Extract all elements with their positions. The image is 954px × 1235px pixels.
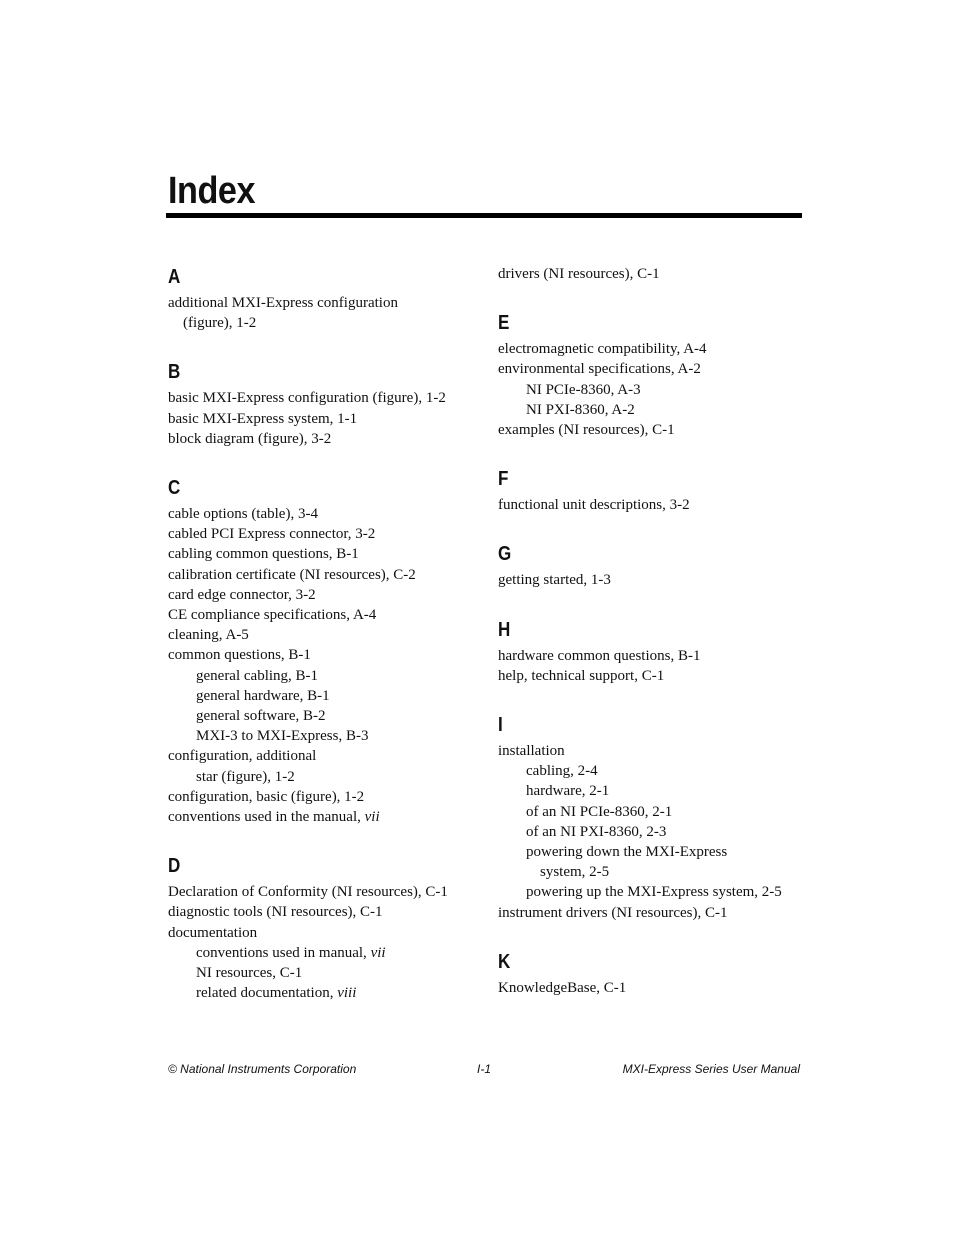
index-entry-text: NI resources, C-1 (196, 965, 303, 982)
index-entry-page-ref: vii (370, 944, 386, 961)
index-entry (168, 787, 468, 807)
index-entry (168, 544, 468, 564)
index-column-left (168, 264, 468, 1029)
index-entry (168, 605, 468, 625)
index-entry-text: of an NI PXI-8360, 2-3 (526, 823, 667, 840)
index-entry (168, 565, 468, 585)
index-subentry (498, 882, 798, 902)
index-entry-text: (figure), 1-2 (183, 315, 257, 332)
index-section-e (498, 310, 798, 440)
index-entry (498, 666, 798, 686)
index-section-f (498, 466, 798, 515)
index-entry (168, 409, 468, 429)
index-entry (498, 420, 798, 440)
index-entry (498, 359, 798, 379)
index-entry-text: hardware common questions, B-1 (498, 647, 701, 664)
index-subentry (168, 666, 468, 686)
index-entry-text: configuration, additional (168, 748, 317, 765)
title-rule (166, 213, 802, 218)
index-entry-text: system, 2-5 (540, 864, 610, 881)
index-entry-text: NI PCIe-8360, A-3 (526, 381, 641, 398)
index-entry-text: instrument drivers (NI resources), C-1 (498, 904, 728, 921)
index-letter-heading: G (498, 543, 512, 566)
index-subentry (498, 400, 798, 420)
index-entry (168, 585, 468, 605)
index-letter-heading: K (498, 950, 511, 973)
index-entry-text: of an NI PCIe-8360, 2-1 (526, 803, 673, 820)
index-entry (168, 625, 468, 645)
index-entry (498, 646, 798, 666)
index-entry-text: related documentation, (196, 985, 338, 1002)
index-section-g (498, 541, 798, 590)
index-entry (168, 807, 468, 827)
index-subentry (168, 706, 468, 726)
index-subentry (498, 822, 798, 842)
index-subentry (168, 943, 468, 963)
index-letter-heading: B (168, 361, 181, 384)
index-entry-text: star (figure), 1-2 (196, 768, 295, 785)
index-entry-text: cleaning, A-5 (168, 627, 249, 644)
index-letter-heading: D (168, 855, 181, 878)
index-entry-text: configuration, basic (figure), 1-2 (168, 788, 365, 805)
index-letter-heading: E (498, 312, 510, 335)
index-entry-page-ref: vii (364, 809, 380, 826)
index-section-b (168, 359, 468, 449)
footer-copyright: © National Instruments Corporation (168, 1062, 357, 1076)
index-letter-heading: C (168, 477, 181, 500)
index-subentry (498, 842, 798, 862)
index-entry (498, 264, 798, 284)
index-section-d (168, 853, 468, 1003)
index-entry (168, 746, 468, 766)
index-entry-text: hardware, 2-1 (526, 783, 610, 800)
index-entry (168, 293, 468, 313)
index-subentry (498, 802, 798, 822)
index-letter-heading: H (498, 618, 511, 641)
index-subentry (168, 767, 468, 787)
index-subentry (168, 726, 468, 746)
index-subentry (168, 983, 468, 1003)
index-entry (498, 741, 798, 761)
index-section-k (498, 949, 798, 998)
index-entry (168, 504, 468, 524)
index-subentry (498, 380, 798, 400)
index-entry-text: KnowledgeBase, C-1 (498, 979, 627, 996)
index-subentry (498, 862, 798, 882)
page-title: Index (168, 170, 256, 212)
index-entry-text: CE compliance specifications, A-4 (168, 607, 377, 624)
index-letter-heading: I (498, 714, 503, 737)
index-entry (498, 978, 798, 998)
index-entry (498, 495, 798, 515)
index-entry-text: electromagnetic compatibility, A-4 (498, 341, 707, 358)
index-entry (498, 339, 798, 359)
index-entry (168, 923, 468, 943)
index-entry-page-ref: viii (337, 985, 357, 1002)
index-subentry (498, 781, 798, 801)
index-section-h (498, 617, 798, 686)
index-entry-text: help, technical support, C-1 (498, 667, 665, 684)
index-entry-text: additional MXI-Express configuration (168, 295, 398, 311)
index-entry (168, 645, 468, 665)
index-entry (168, 524, 468, 544)
index-entry-text: general software, B-2 (196, 708, 326, 725)
index-entry-text: NI PXI-8360, A-2 (526, 401, 635, 418)
index-entry-text: card edge connector, 3-2 (168, 586, 316, 603)
index-entry (498, 570, 798, 590)
index-entry-text: basic MXI-Express system, 1-1 (168, 410, 358, 427)
index-entry-text: cabling common questions, B-1 (168, 546, 359, 563)
index-section-c (168, 475, 468, 827)
index-column-right (498, 264, 798, 1024)
index-entry-text: environmental specifications, A-2 (498, 361, 701, 378)
index-section-i (498, 712, 798, 923)
index-subentry (498, 761, 798, 781)
index-entry-text: cabled PCI Express connector, 3-2 (168, 526, 376, 543)
index-subentry (168, 686, 468, 706)
index-entry-text: diagnostic tools (NI resources), C-1 (168, 904, 383, 921)
index-entry (168, 882, 468, 902)
index-entry-text: block diagram (figure), 3-2 (168, 430, 332, 447)
index-entry-text: examples (NI resources), C-1 (498, 422, 675, 439)
index-entry-text: Declaration of Conformity (NI resources), C-1 (168, 884, 448, 901)
index-entry-text: powering down the MXI-Express (526, 844, 728, 861)
index-entry-text: installation (498, 743, 565, 760)
index-letter-heading: A (168, 266, 181, 288)
index-entry (168, 313, 468, 333)
index-entry-text: general hardware, B-1 (196, 687, 330, 704)
footer-manual-title: MXI-Express Series User Manual (622, 1062, 800, 1076)
index-entry-text: getting started, 1-3 (498, 572, 611, 589)
index-entry-text: common questions, B-1 (168, 647, 311, 664)
index-entry-text: basic MXI-Express configuration (figure), 1-2 (168, 390, 446, 407)
footer-page-number: I-1 (477, 1062, 492, 1076)
index-entry-text: calibration certificate (NI resources), C-2 (168, 566, 416, 583)
index-entry-text: MXI-3 to MXI-Express, B-3 (196, 728, 369, 745)
index-entry-text: conventions used in manual, (196, 944, 371, 961)
index-letter-heading: F (498, 468, 509, 491)
index-entry-text: cabling, 2-4 (526, 763, 598, 780)
index-entry-text: documentation (168, 924, 258, 941)
index-section-continued (498, 264, 798, 284)
index-entry-text: general cabling, B-1 (196, 667, 319, 684)
index-section-a (168, 264, 468, 333)
index-entry-text: drivers (NI resources), C-1 (498, 266, 660, 282)
index-entry (168, 429, 468, 449)
page-footer (168, 1062, 800, 1078)
index-subentry (168, 963, 468, 983)
index-entry-text: cable options (table), 3-4 (168, 506, 318, 523)
index-entry (168, 902, 468, 922)
index-entry (498, 903, 798, 923)
index-entry (168, 388, 468, 408)
index-entry-text: powering up the MXI-Express system, 2-5 (526, 884, 782, 901)
index-entry-text: conventions used in the manual, (168, 809, 365, 826)
index-entry-text: functional unit descriptions, 3-2 (498, 497, 690, 514)
